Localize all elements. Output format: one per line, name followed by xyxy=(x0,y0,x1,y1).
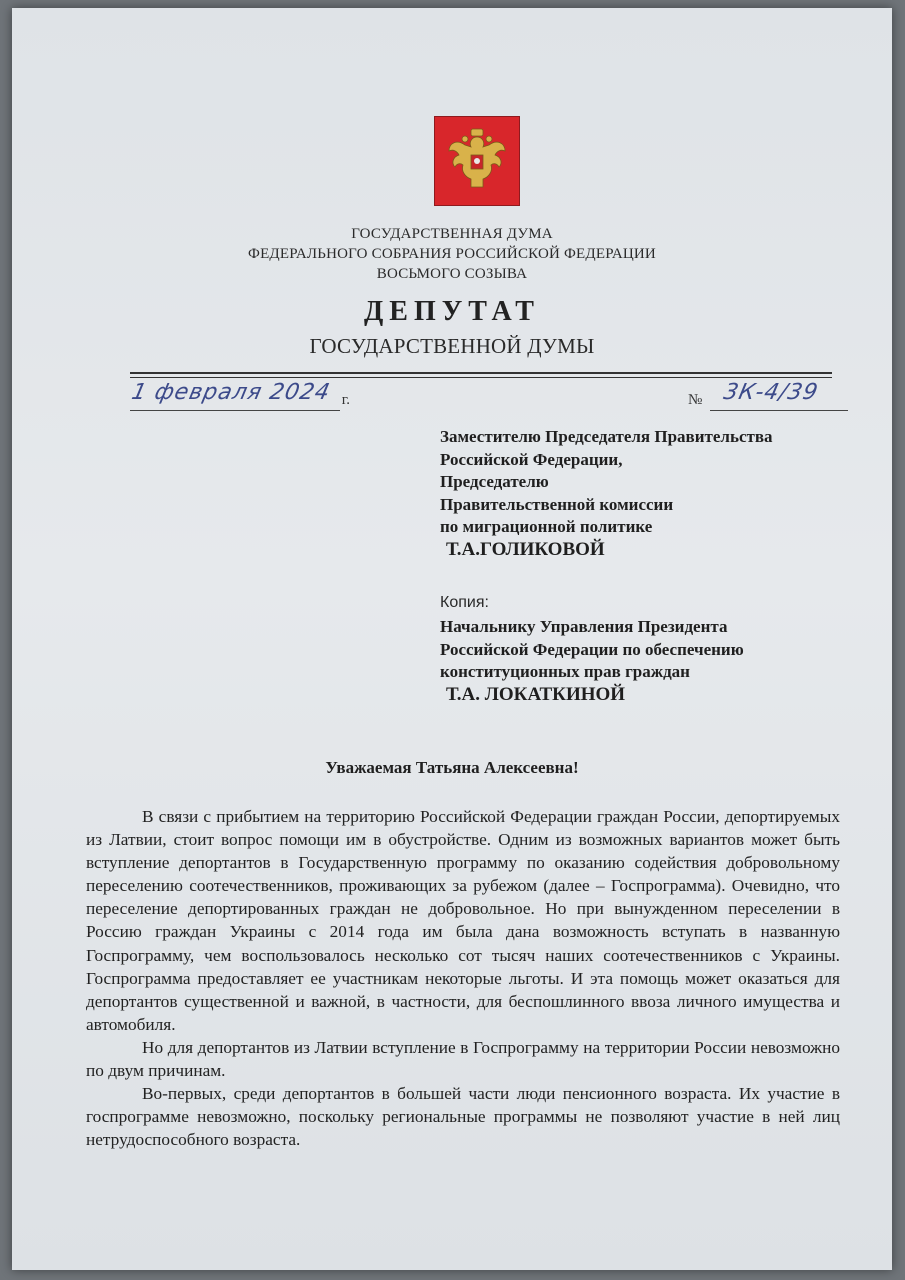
handwritten-date: 1 февраля 2024 xyxy=(129,380,333,405)
paragraph-3: Во-первых, среди депортантов в большей части люди пенсионного возраста. Их участие в госпрограмме невозможно, поскольку региональные программы не позволяют участие в ней лиц нетрудоспособного возраста. xyxy=(86,1084,840,1150)
copy-line-3: конституционных прав граждан xyxy=(440,662,690,681)
addressee-line-1: Заместителю Председателя Правительства xyxy=(440,427,773,446)
number-underline xyxy=(710,410,848,411)
copy-line-1: Начальнику Управления Президента xyxy=(440,617,728,636)
org-line-3: ВОСЬМОГО СОЗЫВА xyxy=(376,266,528,282)
addressee-name: Т.А.ГОЛИКОВОЙ xyxy=(446,538,605,560)
addressee-line-2: Российской Федерации, xyxy=(440,449,623,469)
letter-body xyxy=(86,805,840,1151)
copy-addressee-block xyxy=(440,616,744,706)
addressee-line-5: по миграционной политике xyxy=(440,517,653,536)
date-suffix: г. xyxy=(341,392,350,408)
addressee-block xyxy=(440,426,773,561)
date-field xyxy=(129,380,350,414)
russian-coat-of-arms-icon xyxy=(434,116,520,206)
addressee-line-4: Правительственной комиссии xyxy=(440,494,674,514)
salutation: Уважаемая Татьяна Алексеевна! xyxy=(325,758,579,777)
org-line-2: ФЕДЕРАЛЬНОГО СОБРАНИЯ РОССИЙСКОЙ ФЕДЕРАЦИИ xyxy=(248,246,656,262)
letterhead-subtitle: ГОСУДАРСТВЕННОЙ ДУМЫ xyxy=(309,334,595,358)
date-underline xyxy=(130,410,340,411)
handwritten-number: 3К-4/39 xyxy=(721,380,821,405)
copy-label: Копия: xyxy=(440,594,489,611)
copy-name: Т.А. ЛОКАТКИНОЙ xyxy=(446,683,626,705)
letterhead-title: ДЕПУТАТ xyxy=(364,296,540,327)
addressee-line-3: Председателю xyxy=(440,472,549,491)
header-rule-thick xyxy=(130,372,832,374)
paragraph-1: В связи с прибытием на территорию Российской Федерации граждан России, депортируемых из Латвии, стоит вопрос помощи им в обустройстве. Одним из возможных вариантов может быть вступление депортантов в Государственную программу по оказанию содействия добровольному переселению соотечественников, проживающих за рубежом (далее – Госпрограмма). Очевидно, что переселение депортированных граждан не добровольное. Но при вынужденном переселении в Россию граждан Украины с 2014 года им была дана возможность вступать в названную Госпрограмму, чем воспользовалось несколько сот тысяч наших соотечественников с Украины. Госпрограмма предоставляет ее участникам некоторые льготы. И эта помощь может оказаться для депортантов существенной и важной, в частности, для беспошлинного ввоза личного имущества и автомобиля. xyxy=(86,807,840,1034)
number-field xyxy=(688,380,848,414)
letter-sheet xyxy=(12,8,892,1270)
copy-line-2: Российской Федерации по обеспечению xyxy=(440,639,744,659)
org-line-1: ГОСУДАРСТВЕННАЯ ДУМА xyxy=(351,226,553,242)
header-rule-thin xyxy=(130,377,832,378)
number-label: № xyxy=(688,392,703,408)
paragraph-2: Но для депортантов из Латвии вступление в Госпрограмму на территории России невозможно по двум причинам. xyxy=(86,1037,840,1081)
